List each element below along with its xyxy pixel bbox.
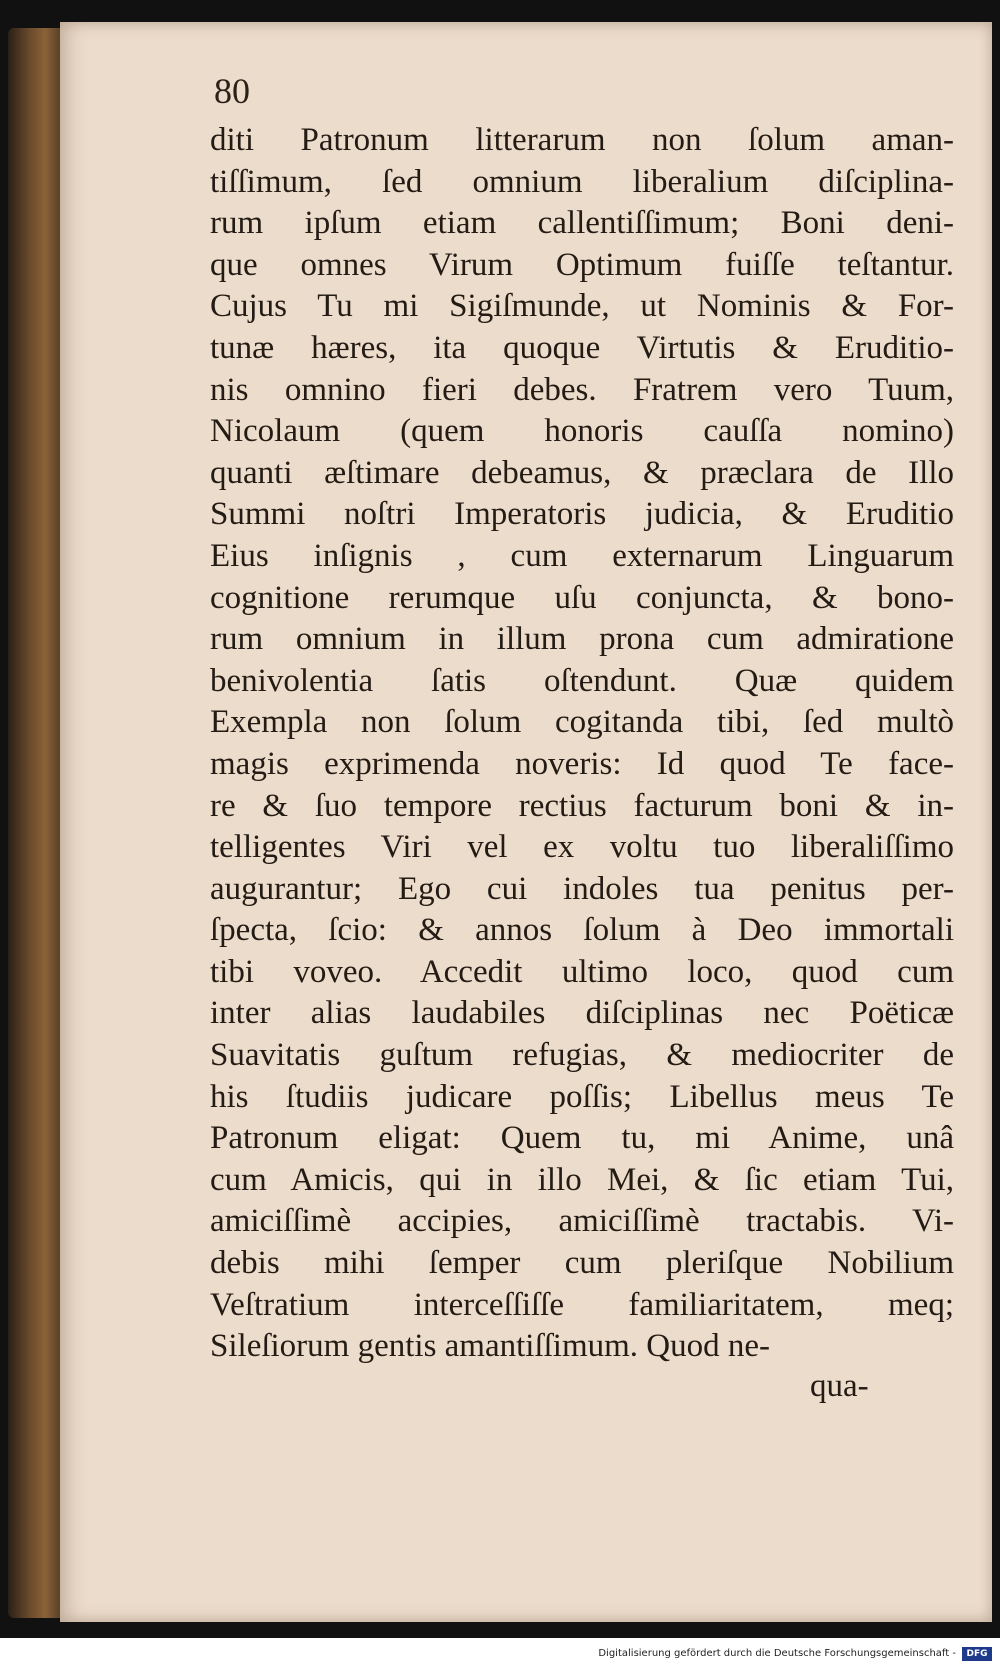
text-line: cum Amicis, qui in illo Mei, & ſic etiam Tui, (210, 1161, 954, 1198)
footer-credit: Digitalisierung gefördert durch die Deutsche Forschungsgemeinschaft - (598, 1648, 956, 1659)
text-line: re & ſuo tempore rectius facturum boni & in- (210, 787, 954, 824)
text-line: Patronum eligat: Quem tu, mi Anime, unâ (210, 1120, 954, 1157)
text-line: diti Patronum litterarum non ſolum aman- (210, 122, 954, 158)
text-line: Summi noſtri Imperatoris judicia, & Eruditio (210, 496, 954, 533)
text-line: Sileſiorum gentis amantiſſimum. Quod ne- (210, 1328, 771, 1365)
text-line: cognitione rerumque uſu conjuncta, & bono- (210, 579, 954, 616)
text-line: quanti æſtimare debeamus, & præclara de Illo (210, 454, 954, 491)
text-line: que omnes Virum Optimum fuiſſe teſtantur. (210, 246, 954, 283)
text-line: amiciſſimè accipies, amiciſſimè tractabis. Vi- (210, 1203, 954, 1240)
text-line: tiſſimum, ſed omnium liberalium diſciplina- (210, 163, 954, 200)
text-line: tibi voveo. Accedit ultimo loco, quod cum (210, 953, 954, 990)
text-line: magis exprimenda noveris: Id quod Te face- (210, 745, 954, 782)
page-number: 80 (214, 71, 250, 111)
text-line: Veſtratium interceſſiſſe familiaritatem, meq; (210, 1286, 954, 1323)
catchword: qua- (810, 1368, 869, 1404)
text-line: tunæ hæres, ita quoque Virtutis & Eruditio- (210, 329, 954, 366)
text-line: nis omnino fieri debes. Fratrem vero Tuum, (210, 371, 954, 408)
page-body-text (210, 120, 954, 1368)
text-line: Suavitatis guſtum refugias, & mediocriter de (210, 1037, 954, 1074)
text-line: debis mihi ſemper cum pleriſque Nobilium (210, 1245, 954, 1282)
text-line: ſpecta, ſcio: & annos ſolum à Deo immortali (210, 912, 954, 949)
text-line: rum omnium in illum prona cum admiratione (210, 621, 954, 658)
text-line: Exempla non ſolum cogitanda tibi, ſed multò (210, 704, 954, 741)
footer-bar (0, 1638, 1000, 1672)
text-line: inter alias laudabiles diſciplinas nec Poëticæ (210, 995, 954, 1032)
text-line: his ſtudiis judicare poſſis; Libellus meus Te (210, 1078, 954, 1115)
text-line: Cujus Tu mi Sigiſmunde, ut Nominis & For- (210, 288, 954, 325)
text-line: Nicolaum (quem honoris cauſſa nomino) (210, 413, 954, 450)
text-line: augurantur; Ego cui indoles tua penitus per- (210, 870, 954, 907)
text-line: rum ipſum etiam callentiſſimum; Boni deni- (210, 205, 954, 242)
text-line: benivolentia ſatis oſtendunt. Quæ quidem (210, 662, 954, 699)
text-line: telligentes Viri vel ex voltu tuo liberaliſſimo (210, 829, 954, 866)
dfg-logo: DFG (962, 1647, 992, 1661)
text-line: Eius inſignis , cum externarum Linguarum (210, 537, 954, 574)
